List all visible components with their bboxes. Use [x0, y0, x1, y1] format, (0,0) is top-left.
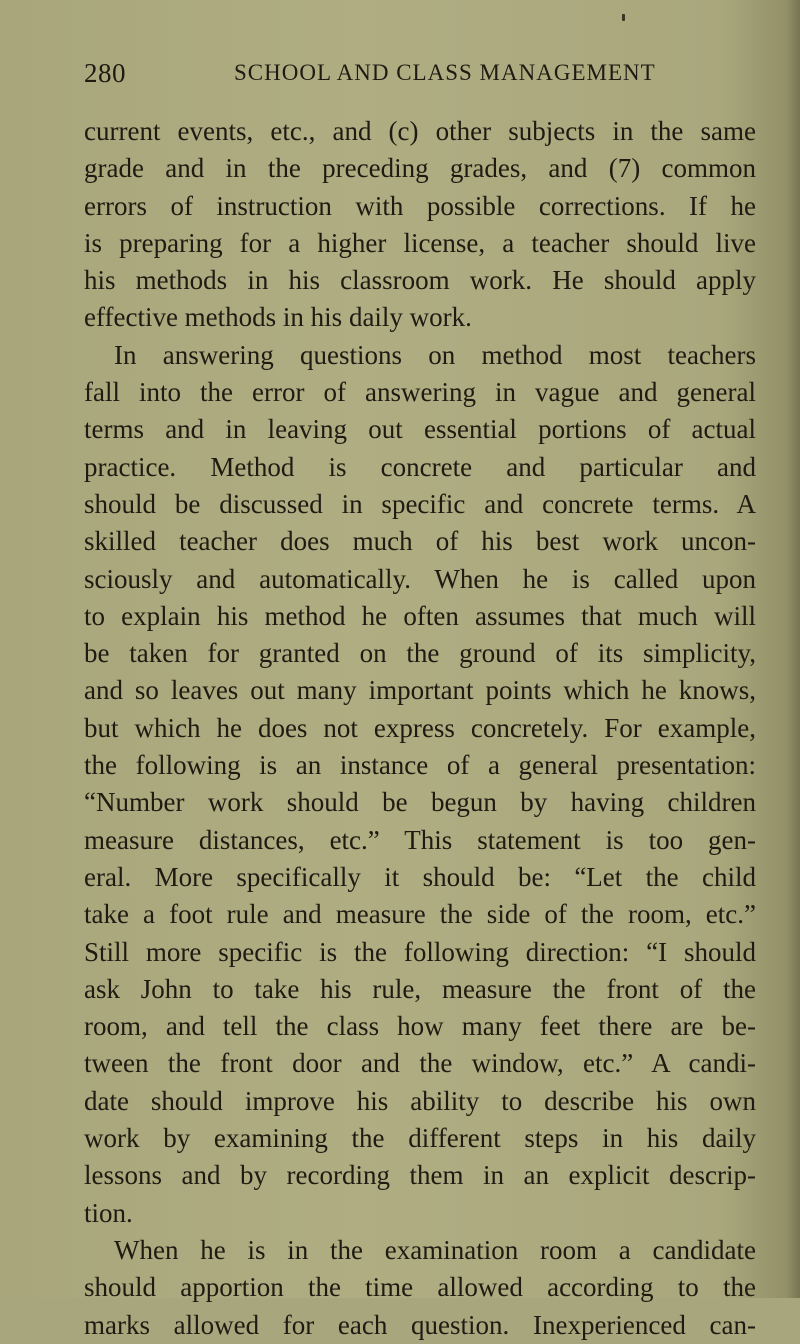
text-line: is preparing for a higher license, a teacher should live [84, 227, 756, 258]
text-line: terms and in leaving out essential portions of actual [84, 414, 756, 445]
text-line: should apportion the time allowed according to the [84, 1272, 756, 1303]
paragraph-start-line: In answering questions on method most teachers [114, 339, 756, 370]
running-head: SCHOOL AND CLASS MANAGEMENT [234, 60, 656, 85]
text-line: measure distances, etc.” This statement is too gen- [84, 824, 756, 855]
text-line: eral. More specifically it should be: “Let the child [84, 861, 756, 892]
text-line: be taken for granted on the ground of its simplicity, [84, 638, 756, 669]
text-line: to explain his method he often assumes that much will [84, 600, 756, 631]
text-line: sciously and automatically. When he is called upon [84, 563, 756, 594]
text-line: tion. [84, 1197, 133, 1228]
text-line: take a foot rule and measure the side of the room, etc.” [84, 899, 756, 930]
text-line: work by examining the different steps in his daily [84, 1123, 756, 1154]
text-line: effective methods in his daily work. [84, 302, 472, 333]
text-line: tween the front door and the window, etc.” A candi- [84, 1048, 756, 1079]
text-line: “Number work should be begun by having children [84, 787, 756, 818]
text-line: fall into the error of answering in vague and general [84, 377, 756, 408]
text-line: ask John to take his rule, measure the front of the [84, 973, 756, 1004]
page-header [84, 58, 756, 94]
text-line: should be discussed in specific and concrete terms. A [84, 488, 756, 519]
page-edge-shadow [786, 0, 800, 1298]
text-line: Still more specific is the following direction: “I should [84, 936, 756, 967]
text-line: the following is an instance of a general presentation: [84, 750, 756, 781]
text-line: marks allowed for each question. Inexperienced can- [84, 1309, 756, 1340]
paragraph-start-line: When he is in the examination room a candidate [114, 1234, 756, 1265]
text-line: grade and in the preceding grades, and (7) common [84, 153, 756, 184]
text-line: practice. Method is concrete and particular and [84, 451, 756, 482]
text-line: but which he does not express concretely. For example, [84, 712, 756, 743]
text-line: lessons and by recording them in an explicit descrip- [84, 1160, 756, 1191]
text-line: skilled teacher does much of his best work uncon- [84, 526, 756, 557]
page-number: 280 [84, 58, 126, 88]
text-line: date should improve his ability to describe his own [84, 1085, 756, 1116]
text-line: current events, etc., and (c) other subjects in the same [84, 116, 756, 146]
ink-speck [622, 14, 625, 21]
text-line: errors of instruction with possible corrections. If he [84, 190, 756, 221]
text-line: and so leaves out many important points which he knows, [84, 675, 756, 706]
text-line: his methods in his classroom work. He should apply [84, 265, 756, 296]
body-text [84, 113, 756, 1344]
text-line: room, and tell the class how many feet there are be- [84, 1011, 756, 1042]
